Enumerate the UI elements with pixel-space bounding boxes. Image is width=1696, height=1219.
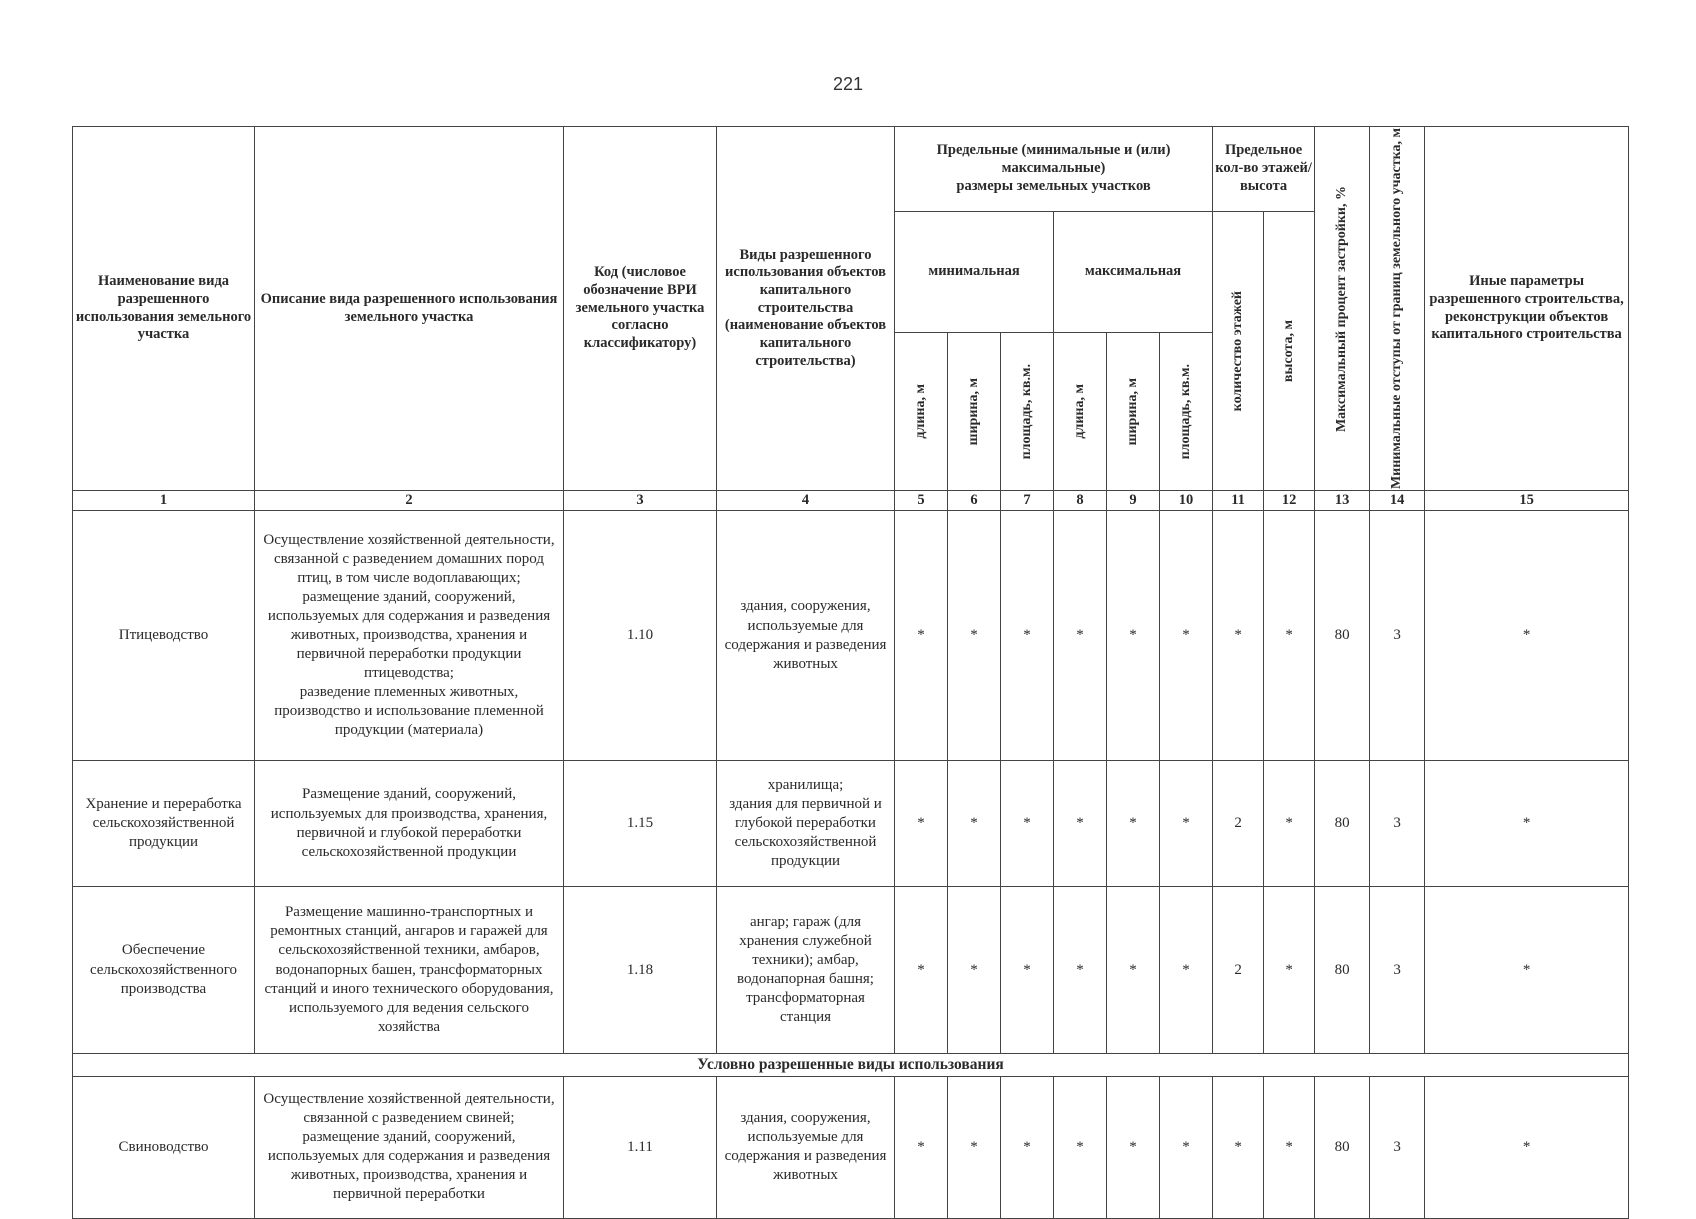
land-use-description: Осуществление хозяйственной деятельности, связанной с разведением свиней; размещение зданий, сооружений, используемых для содержания и разведения животных, производства, хранения и первичной переработки [255, 1076, 564, 1218]
header-minimum: минимальная [895, 212, 1054, 333]
header-floor-count: количество этажей [1213, 212, 1264, 491]
column-number: 4 [717, 491, 895, 511]
max-length-value: * [1054, 887, 1107, 1054]
min-area-value: * [1001, 887, 1054, 1054]
floor-count-value: 2 [1213, 887, 1264, 1054]
min-width-value: * [948, 887, 1001, 1054]
floor-count-value: * [1213, 1076, 1264, 1218]
header-plot-size-limits: Предельные (минимальные и (или) максимальные) размеры земельных участков [895, 127, 1213, 212]
min-width-value: * [948, 761, 1001, 887]
capital-objects: ангар; гараж (для хранения служебной техники); амбар, водонапорная башня; трансформаторная станция [717, 887, 895, 1054]
header-max-coverage: Максимальный процент застройки, % [1315, 127, 1370, 491]
column-number: 10 [1160, 491, 1213, 511]
capital-objects: хранилища; здания для первичной и глубокой переработки сельскохозяйственной продукции [717, 761, 895, 887]
height-value: * [1264, 511, 1315, 761]
land-use-code: 1.18 [564, 887, 717, 1054]
column-number: 14 [1370, 491, 1425, 511]
column-number: 11 [1213, 491, 1264, 511]
max-area-value: * [1160, 1076, 1213, 1218]
min-length-value: * [895, 887, 948, 1054]
min-setback-value: 3 [1370, 511, 1425, 761]
header-max-length: длина, м [1054, 333, 1107, 491]
capital-objects: здания, сооружения, используемые для содержания и разведения животных [717, 511, 895, 761]
section-header-row [73, 1054, 1629, 1077]
table-row [73, 1076, 1629, 1218]
max-area-value: * [1160, 761, 1213, 887]
zoning-parameters-table [72, 126, 1629, 1219]
header-code: Код (числовое обозначение ВРИ земельного участка согласно классификатору) [564, 127, 717, 491]
min-width-value: * [948, 1076, 1001, 1218]
column-number: 3 [564, 491, 717, 511]
max-coverage-value: 80 [1315, 887, 1370, 1054]
height-value: * [1264, 1076, 1315, 1218]
land-use-code: 1.10 [564, 511, 717, 761]
max-coverage-value: 80 [1315, 511, 1370, 761]
column-number: 8 [1054, 491, 1107, 511]
header-land-use-description: Описание вида разрешенного использования земельного участка [255, 127, 564, 491]
max-coverage-value: 80 [1315, 761, 1370, 887]
header-max-width: ширина, м [1107, 333, 1160, 491]
land-use-name: Хранение и переработка сельскохозяйственной продукции [73, 761, 255, 887]
other-parameters-value: * [1425, 511, 1629, 761]
min-area-value: * [1001, 1076, 1054, 1218]
header-min-length: длина, м [895, 333, 948, 491]
column-number: 9 [1107, 491, 1160, 511]
land-use-description: Размещение машинно-транспортных и ремонтных станций, ангаров и гаражей для сельскохозяйственной техники, амбаров, водонапорных башен, трансформаторных станций и иного технического оборудования, используемого для ведения сельского хозяйства [255, 887, 564, 1054]
column-number: 1 [73, 491, 255, 511]
min-setback-value: 3 [1370, 761, 1425, 887]
header-land-use-name: Наименование вида разрешенного использования земельного участка [73, 127, 255, 491]
min-area-value: * [1001, 511, 1054, 761]
column-number: 6 [948, 491, 1001, 511]
column-number: 15 [1425, 491, 1629, 511]
land-use-description: Осуществление хозяйственной деятельности, связанной с разведением домашних пород птиц, в том числе водоплавающих; размещение зданий, сооружений, используемых для содержания и разведения животных, производства, хранения и первичной переработки продукции птицеводства; разведение племенных животных, производство и использование племенной продукции (материала) [255, 511, 564, 761]
max-width-value: * [1107, 887, 1160, 1054]
max-width-value: * [1107, 1076, 1160, 1218]
min-length-value: * [895, 511, 948, 761]
header-height: высота, м [1264, 212, 1315, 491]
land-use-name: Свиноводство [73, 1076, 255, 1218]
land-use-name: Обеспечение сельскохозяйственного производства [73, 887, 255, 1054]
height-value: * [1264, 761, 1315, 887]
page-number: 221 [832, 74, 864, 94]
header-min-setbacks: Минимальные отступы от границ земельного участка, м [1370, 127, 1425, 491]
min-area-value: * [1001, 761, 1054, 887]
header-max-area: площадь, кв.м. [1160, 333, 1213, 491]
max-length-value: * [1054, 511, 1107, 761]
table-row [73, 511, 1629, 761]
header-other-parameters: Иные параметры разрешенного строительства, реконструкции объектов капитального строительства [1425, 127, 1629, 491]
floor-count-value: 2 [1213, 761, 1264, 887]
column-number-row [73, 491, 1629, 511]
other-parameters-value: * [1425, 761, 1629, 887]
max-width-value: * [1107, 761, 1160, 887]
min-length-value: * [895, 761, 948, 887]
land-use-code: 1.11 [564, 1076, 717, 1218]
capital-objects: здания, сооружения, используемые для содержания и разведения животных [717, 1076, 895, 1218]
section-title: Условно разрешенные виды использования [73, 1054, 1629, 1077]
max-length-value: * [1054, 761, 1107, 887]
column-number: 12 [1264, 491, 1315, 511]
table-row [73, 761, 1629, 887]
header-maximum: максимальная [1054, 212, 1213, 333]
min-setback-value: 3 [1370, 887, 1425, 1054]
other-parameters-value: * [1425, 887, 1629, 1054]
other-parameters-value: * [1425, 1076, 1629, 1218]
header-min-area: площадь, кв.м. [1001, 333, 1054, 491]
max-area-value: * [1160, 511, 1213, 761]
min-width-value: * [948, 511, 1001, 761]
max-area-value: * [1160, 887, 1213, 1054]
header-floor-limits: Предельное кол-во этажей/ высота [1213, 127, 1315, 212]
floor-count-value: * [1213, 511, 1264, 761]
max-width-value: * [1107, 511, 1160, 761]
column-number: 13 [1315, 491, 1370, 511]
column-number: 2 [255, 491, 564, 511]
height-value: * [1264, 887, 1315, 1054]
land-use-name: Птицеводство [73, 511, 255, 761]
min-length-value: * [895, 1076, 948, 1218]
column-number: 7 [1001, 491, 1054, 511]
max-length-value: * [1054, 1076, 1107, 1218]
column-number: 5 [895, 491, 948, 511]
table-row [73, 887, 1629, 1054]
header-capital-objects: Виды разрешенного использования объектов капитального строительства (наименование объектов капитального строительства) [717, 127, 895, 491]
max-coverage-value: 80 [1315, 1076, 1370, 1218]
land-use-code: 1.15 [564, 761, 717, 887]
min-setback-value: 3 [1370, 1076, 1425, 1218]
header-min-width: ширина, м [948, 333, 1001, 491]
land-use-description: Размещение зданий, сооружений, используемых для производства, хранения, первичной и глубокой переработки сельскохозяйственной продукции [255, 761, 564, 887]
